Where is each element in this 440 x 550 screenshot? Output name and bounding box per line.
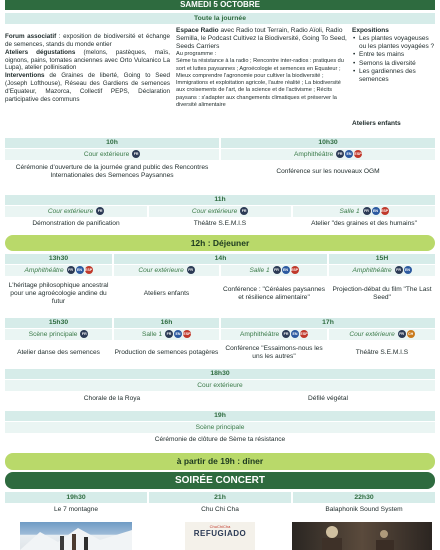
venue-label: Salle 1 FR EN ESP: [114, 329, 219, 340]
interventions-title: Interventions: [5, 72, 45, 80]
list-item: • Les plantes voyageuses ou les plantes voyagées ?: [352, 35, 435, 51]
lang-fr-badge: FR: [241, 209, 247, 214]
venue-label: Amphithéâtre FR EN ESP: [5, 265, 112, 276]
list-item: • Semons la diversité: [352, 60, 435, 68]
time-label: 19h: [5, 411, 435, 421]
poster-small-text: ChuChiCha: [209, 524, 231, 529]
event-cell: Chorale de la Roya: [83, 394, 141, 402]
slot-11h: [5, 195, 435, 231]
mountain-photo-icon: [20, 522, 132, 550]
concert-title: SOIRÉE CONCERT: [5, 472, 435, 489]
forum-text: : exposition de biodiversité et échange de semences, stands du monde entier: [5, 33, 171, 48]
allday-header: Toute la journée: [5, 13, 435, 24]
venue-label: Cour extérieure FR: [5, 206, 147, 217]
event-cell: Démonstration de panification: [32, 219, 120, 227]
allday-col-forum: [5, 25, 172, 132]
event-cell: Atelier "des graines et des humains": [311, 219, 417, 227]
lang-en-badge: EN: [77, 268, 83, 273]
tasting-title: Ateliers dégustations: [5, 48, 76, 56]
lang-en-badge: EN: [283, 268, 288, 273]
lang-es-badge: ESP: [84, 268, 93, 273]
allday-col-expo: [352, 25, 435, 132]
tasting-text: (melons, pastèques, maïs, oignons, pains, tomates anciennes avec Orto Vulcanico La Lupa), atelier pollinisation: [5, 48, 170, 72]
event-cell: Cérémonie d'ouverture de la journée grand public des Rencontres Internationales des Semences Paysannes: [15, 163, 209, 179]
radio-intro: avec Radio tout Terrain, Radio Aïoli, Radio Semilla, le Podcast Cultivez la Biodiversité, Going To Seed, Seeds Carriers: [176, 27, 347, 51]
lang-fr-badge: FR: [337, 152, 343, 157]
venue-label: Cour extérieure FR: [149, 206, 291, 217]
allday-section: [5, 25, 435, 132]
time-label: 18h30: [5, 369, 435, 379]
concert-act: Le 7 montagne: [54, 505, 98, 513]
event-cell: L'héritage philosophique ancestral pour une agroécologie andine du futur: [8, 281, 109, 306]
stage-photo-icon: [292, 522, 432, 550]
event-cell: Défilé végétal: [308, 394, 348, 402]
slot-18h30: [5, 369, 435, 407]
radio-program-label: Au programme :: [176, 51, 217, 58]
lang-fr-badge: FR: [396, 268, 401, 273]
venue-label: Cour extérieure: [5, 380, 435, 391]
time-label: 14h: [114, 254, 327, 264]
poster-title-text: REFUGIADO: [193, 529, 247, 538]
day-title: SAMEDI 5 OCTOBRE: [5, 0, 435, 10]
time-label: 21h: [149, 492, 291, 503]
concert-act: Chu Chi Cha: [201, 505, 239, 513]
lang-es-badge: ESP: [354, 152, 362, 157]
kids-workshop-label: Ateliers enfants: [352, 119, 401, 127]
venue-label: Scène principale FR: [5, 329, 112, 340]
slot-19h: [5, 411, 435, 447]
time-label: 11h: [5, 195, 435, 205]
expo-title: Expositions: [352, 27, 389, 34]
time-label: 15H: [329, 254, 435, 264]
lang-en-badge: EN: [175, 332, 181, 337]
venue-label: Cour extérieure FR: [5, 149, 219, 160]
event-cell: Cérémonie de clôture de Sème ta résistance: [154, 435, 286, 443]
concert-section: [5, 492, 435, 517]
slot-13h30: [5, 254, 435, 312]
lang-ch-badge: CH: [408, 332, 414, 337]
event-cell: Conférence sur les nouveaux OGM: [276, 167, 380, 175]
expo-list: [352, 35, 435, 84]
time-label: 19h30: [5, 492, 147, 503]
venue-label: Amphithéâtre FR EN: [329, 265, 435, 276]
lang-fr-badge: FR: [81, 332, 87, 337]
lunch-bar: 12h : Déjeuner: [5, 235, 435, 251]
event-cell: Production de semences potagères: [114, 348, 219, 356]
concert-act: Balaphonik Sound System: [325, 505, 403, 513]
event-cell: Conférence "Essaimons-nous les uns les autres": [225, 344, 323, 360]
event-cell: Théâtre S.E.M.I.S: [193, 219, 247, 227]
time-label: 17h: [221, 318, 435, 328]
venue-label: Salle 1 FR EN ESP: [293, 206, 435, 217]
band-photo-balaphonik: [292, 522, 432, 550]
list-item: • Les gardiennes des semences: [352, 68, 435, 84]
band-poster-chu-chi-cha: [185, 522, 255, 550]
lang-fr-badge: FR: [188, 268, 194, 273]
event-cell: Ateliers enfants: [143, 289, 190, 297]
lang-fr-badge: FR: [68, 268, 73, 273]
venue-label: Salle 1 FR EN ESP: [221, 265, 327, 276]
time-label: 15h30: [5, 318, 112, 328]
lang-en-badge: EN: [292, 332, 298, 337]
time-label: 10h30: [221, 138, 435, 148]
lang-fr-badge: FR: [283, 332, 289, 337]
lang-es-badge: ESP: [290, 268, 299, 273]
lang-fr-badge: FR: [274, 268, 279, 273]
venue-label: Amphithéâtre FR EN ESP: [221, 149, 435, 160]
radio-program: Sème ta résistance à la radio ; Rencontre inter-radios : pratiques du sort et luttes paysannes ; Agroécologie et semences en Equateur ; Mieux comprendre l'agronomie pour cultiver la biodiversité ; Immigrations et exploitation agricole, l'autre réalité ; La biodiversité aux croisements de l'art, de la science et de l'activisme ; Récits paysans : s'adapter aux changements climatiques et préserver la diversité alimentaire: [176, 58, 344, 108]
lang-fr-badge: FR: [399, 332, 405, 337]
lang-en-badge: EN: [346, 152, 352, 157]
allday-col-radio: [174, 25, 350, 132]
slot-10h: [5, 138, 435, 184]
lang-fr-badge: FR: [97, 209, 103, 214]
interventions-text: de Graines de liberté, Going to Seed (Joseph Lofthouse), Réseau des Gardiens de semences d'Equateur, Mazorca, Collectif PEPS, Déclaration participative des communs: [5, 72, 170, 103]
slot-15h30: [5, 318, 435, 366]
list-item: • Entre tes mains: [352, 51, 435, 59]
lang-es-badge: ESP: [380, 209, 389, 214]
venue-label: Cour extérieure FR: [114, 265, 219, 276]
event-cell: Atelier danse des semences: [17, 348, 100, 356]
lang-fr-badge: FR: [364, 209, 369, 214]
lang-es-badge: ESP: [300, 332, 308, 337]
time-label: 16h: [114, 318, 219, 328]
event-cell: Projection-débat du film "The Last Seed": [332, 285, 432, 301]
forum-title: Forum associatif: [5, 33, 57, 40]
event-cell: Théâtre S.E.M.I.S: [355, 348, 409, 356]
time-label: 10h: [5, 138, 219, 148]
lang-fr-badge: FR: [166, 332, 172, 337]
lang-es-badge: ESP: [183, 332, 191, 337]
lang-en-badge: EN: [405, 268, 411, 273]
dinner-bar: à partir de 19h : dîner: [5, 453, 435, 470]
radio-title: Espace Radio: [176, 27, 219, 34]
lang-en-badge: EN: [373, 209, 378, 214]
venue-label: Amphithéâtre FR EN ESP: [221, 329, 327, 340]
lang-fr-badge: FR: [133, 152, 139, 157]
band-photo-7-montagne: [20, 522, 132, 550]
venue-label: Scène principale: [5, 422, 435, 433]
venue-label: Cour extérieure FR CH: [329, 329, 435, 340]
event-cell: Conférence : "Céréales paysannes et résilience alimentaire": [222, 285, 326, 301]
time-label: 22h30: [293, 492, 435, 503]
time-label: 13h30: [5, 254, 112, 264]
